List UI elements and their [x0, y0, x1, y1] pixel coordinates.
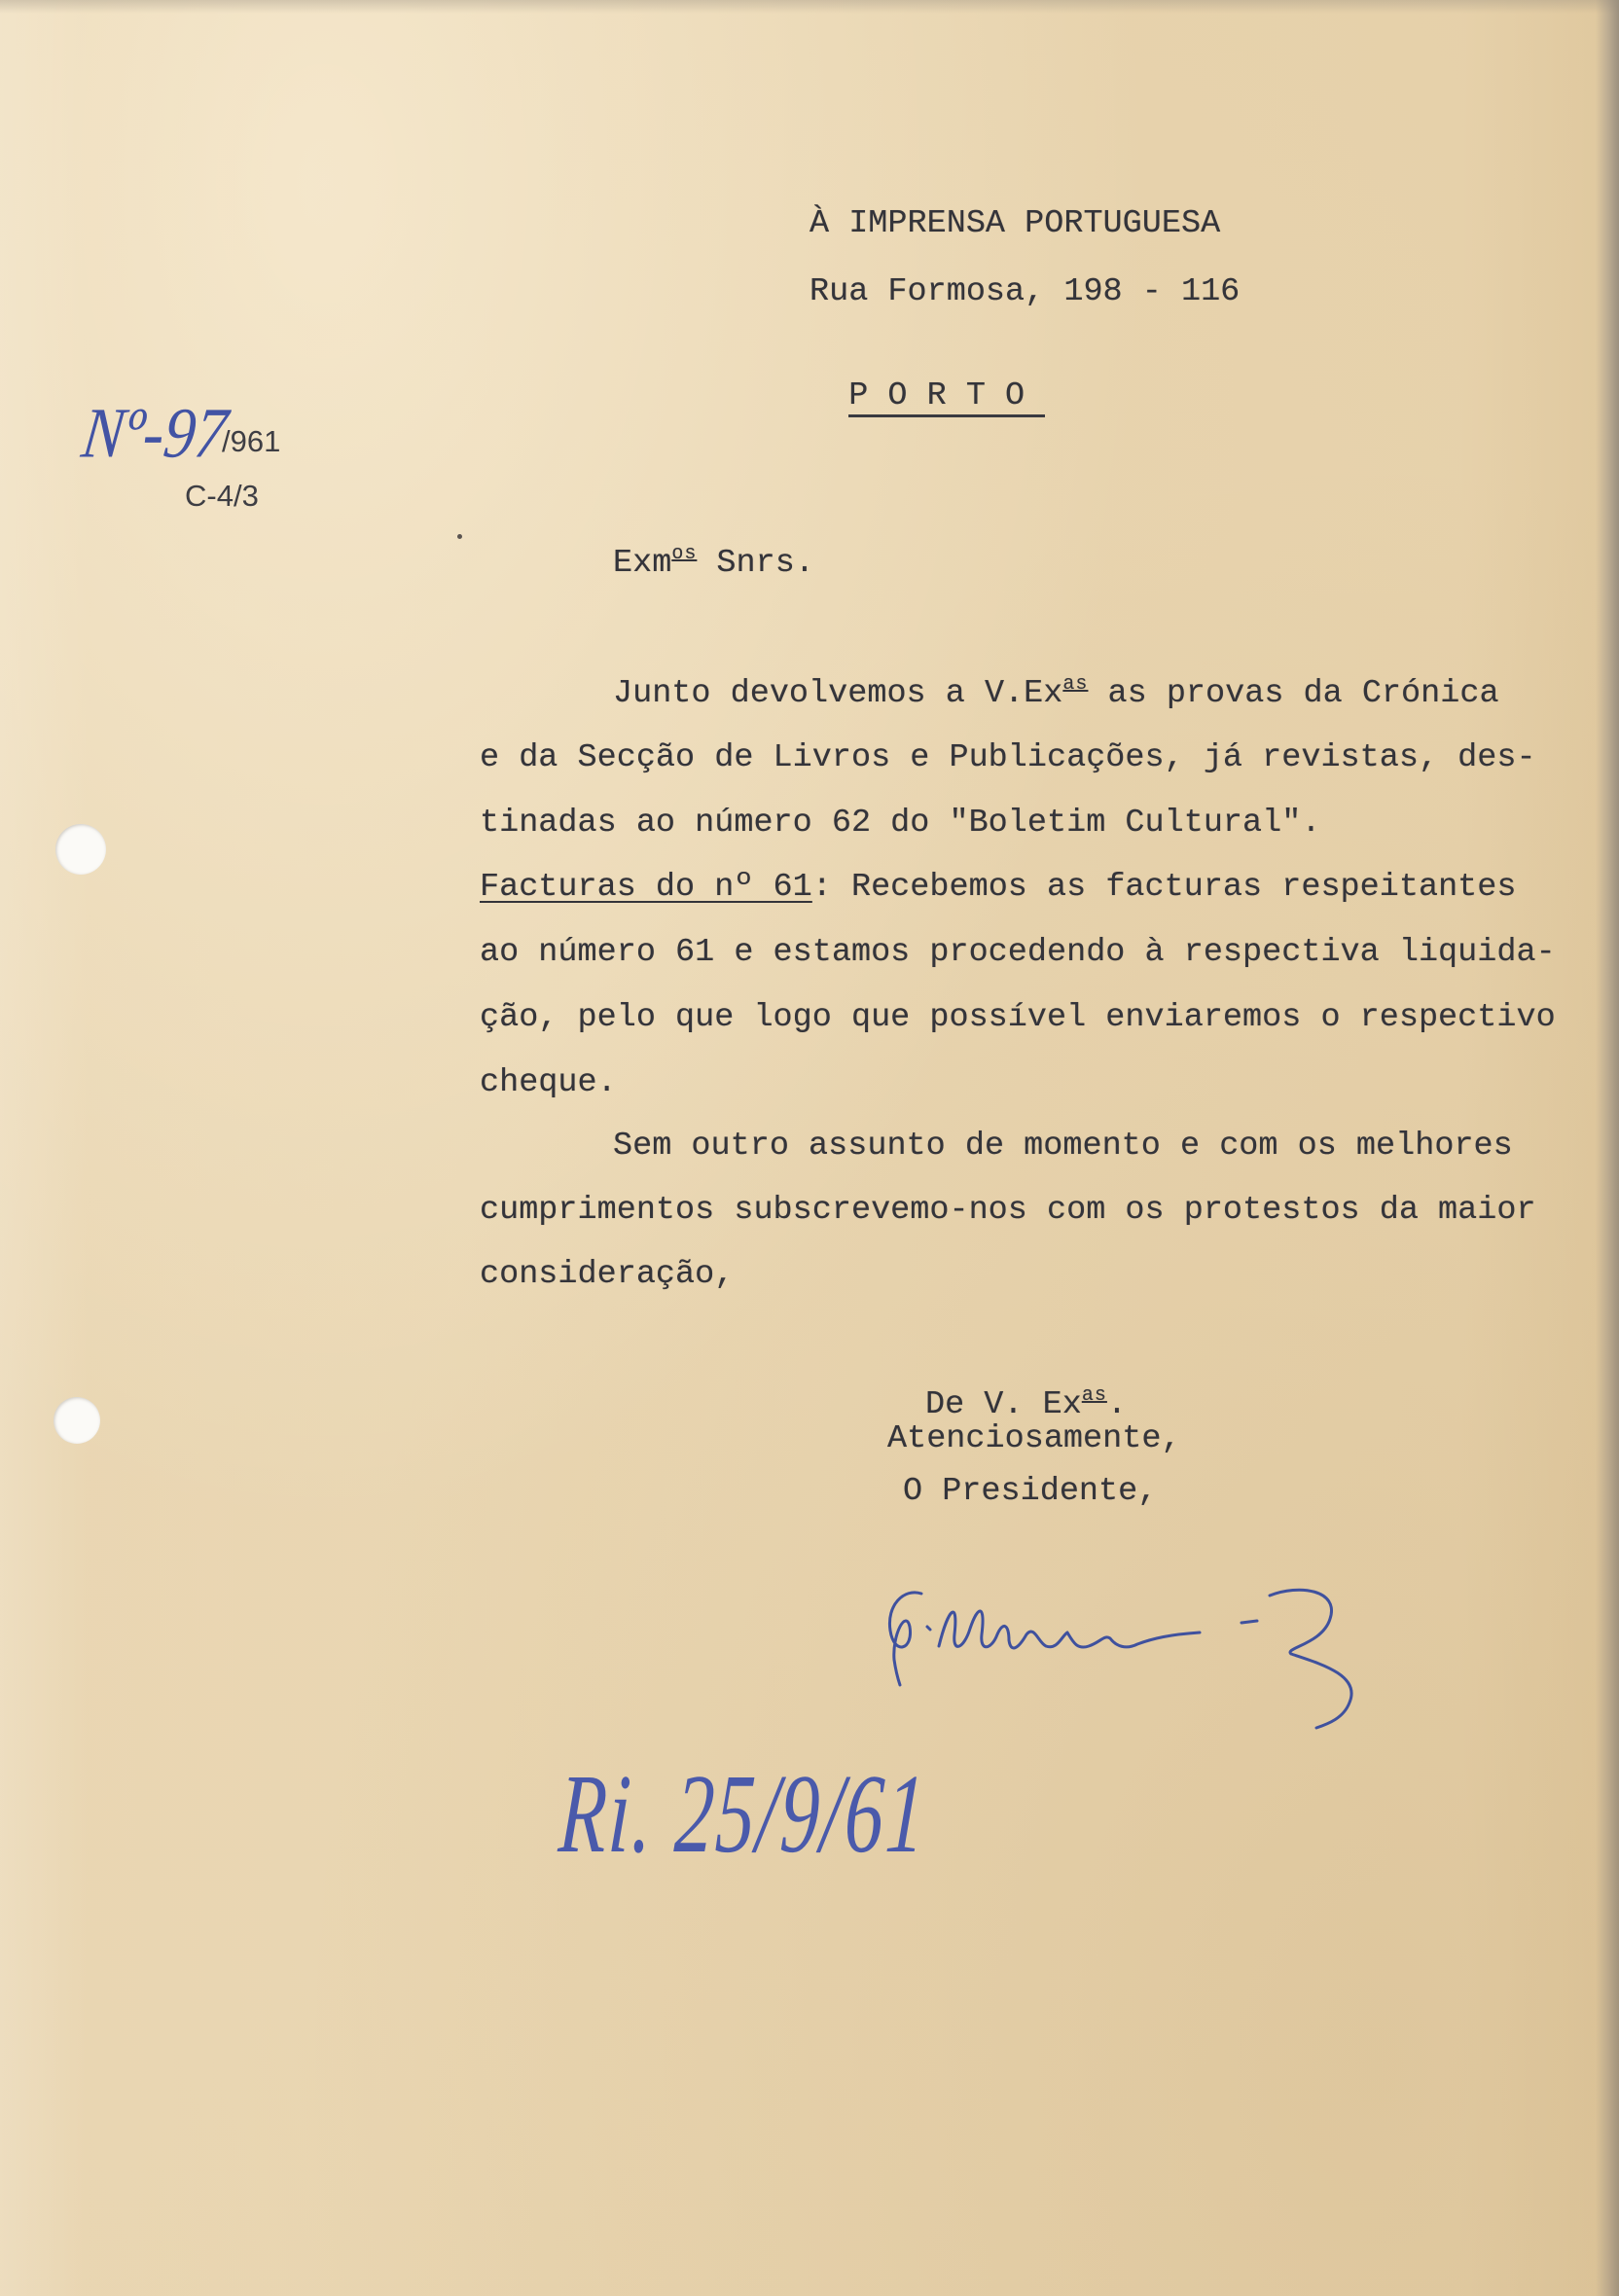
body-line: ção, pelo que logo que possível enviaremos o respectivo: [480, 999, 1556, 1036]
body-line: e da Secção de Livros e Publicações, já revistas, des-: [480, 739, 1536, 776]
addressee-name: À IMPRENSA PORTUGUESA: [810, 205, 1221, 242]
reference-code: C-4/3: [185, 479, 259, 513]
closing-signatory: O Presidente,: [903, 1473, 1158, 1510]
handwritten-signature: [871, 1566, 1377, 1741]
received-date-annotation: Ri. 25/9/61: [556, 1752, 930, 1878]
body-superscript: as: [1062, 673, 1089, 696]
closing-text: De V. Ex: [925, 1386, 1082, 1423]
body-line: Sem outro assunto de momento e com os melhores: [613, 1128, 1513, 1165]
salutation-main: Exm: [613, 545, 672, 582]
signature-stroke: [927, 1627, 930, 1630]
invoices-heading: Facturas do nº 61: [480, 869, 812, 906]
reference-number-handwritten: Nº-97: [78, 392, 232, 473]
addressee-city: [810, 338, 1045, 417]
signature-stroke: [889, 1593, 921, 1685]
body-line: tinadas ao número 62 do "Boletim Cultural".: [480, 805, 1321, 842]
salutation-rest: Snrs.: [697, 545, 814, 582]
salutation: [613, 544, 814, 587]
signature-stroke: [939, 1611, 1200, 1648]
addressee-city-text: P O R T O: [848, 377, 1045, 417]
ink-speck: [457, 534, 462, 539]
body-line: cheque.: [480, 1064, 617, 1101]
punch-hole-lower: [54, 1397, 100, 1444]
salutation-superscript: os: [671, 543, 698, 565]
body-line: consideração,: [480, 1256, 735, 1293]
signature-stroke: [1270, 1590, 1351, 1728]
closing-text: .: [1106, 1386, 1127, 1423]
closing-line: Atenciosamente,: [887, 1420, 1181, 1457]
scan-top-edge: [0, 0, 1619, 14]
body-text: as provas da Crónica: [1088, 675, 1499, 712]
body-text: Junto devolvemos a V.Ex: [613, 675, 1063, 712]
body-line: [613, 674, 1499, 717]
body-line: [480, 868, 1516, 907]
punch-hole-upper: [55, 824, 106, 875]
body-line: ao número 61 e estamos procedendo à respectiva liquida-: [480, 934, 1556, 971]
addressee-street: Rua Formosa, 198 - 116: [810, 273, 1241, 310]
closing-superscript: as: [1081, 1384, 1107, 1407]
body-text: : Recebemos as facturas respeitantes: [811, 869, 1517, 906]
reference-year: /961: [222, 424, 281, 458]
body-line: cumprimentos subscrevemo-nos com os protestos da maior: [480, 1192, 1536, 1229]
signature-stroke: [1241, 1621, 1257, 1623]
